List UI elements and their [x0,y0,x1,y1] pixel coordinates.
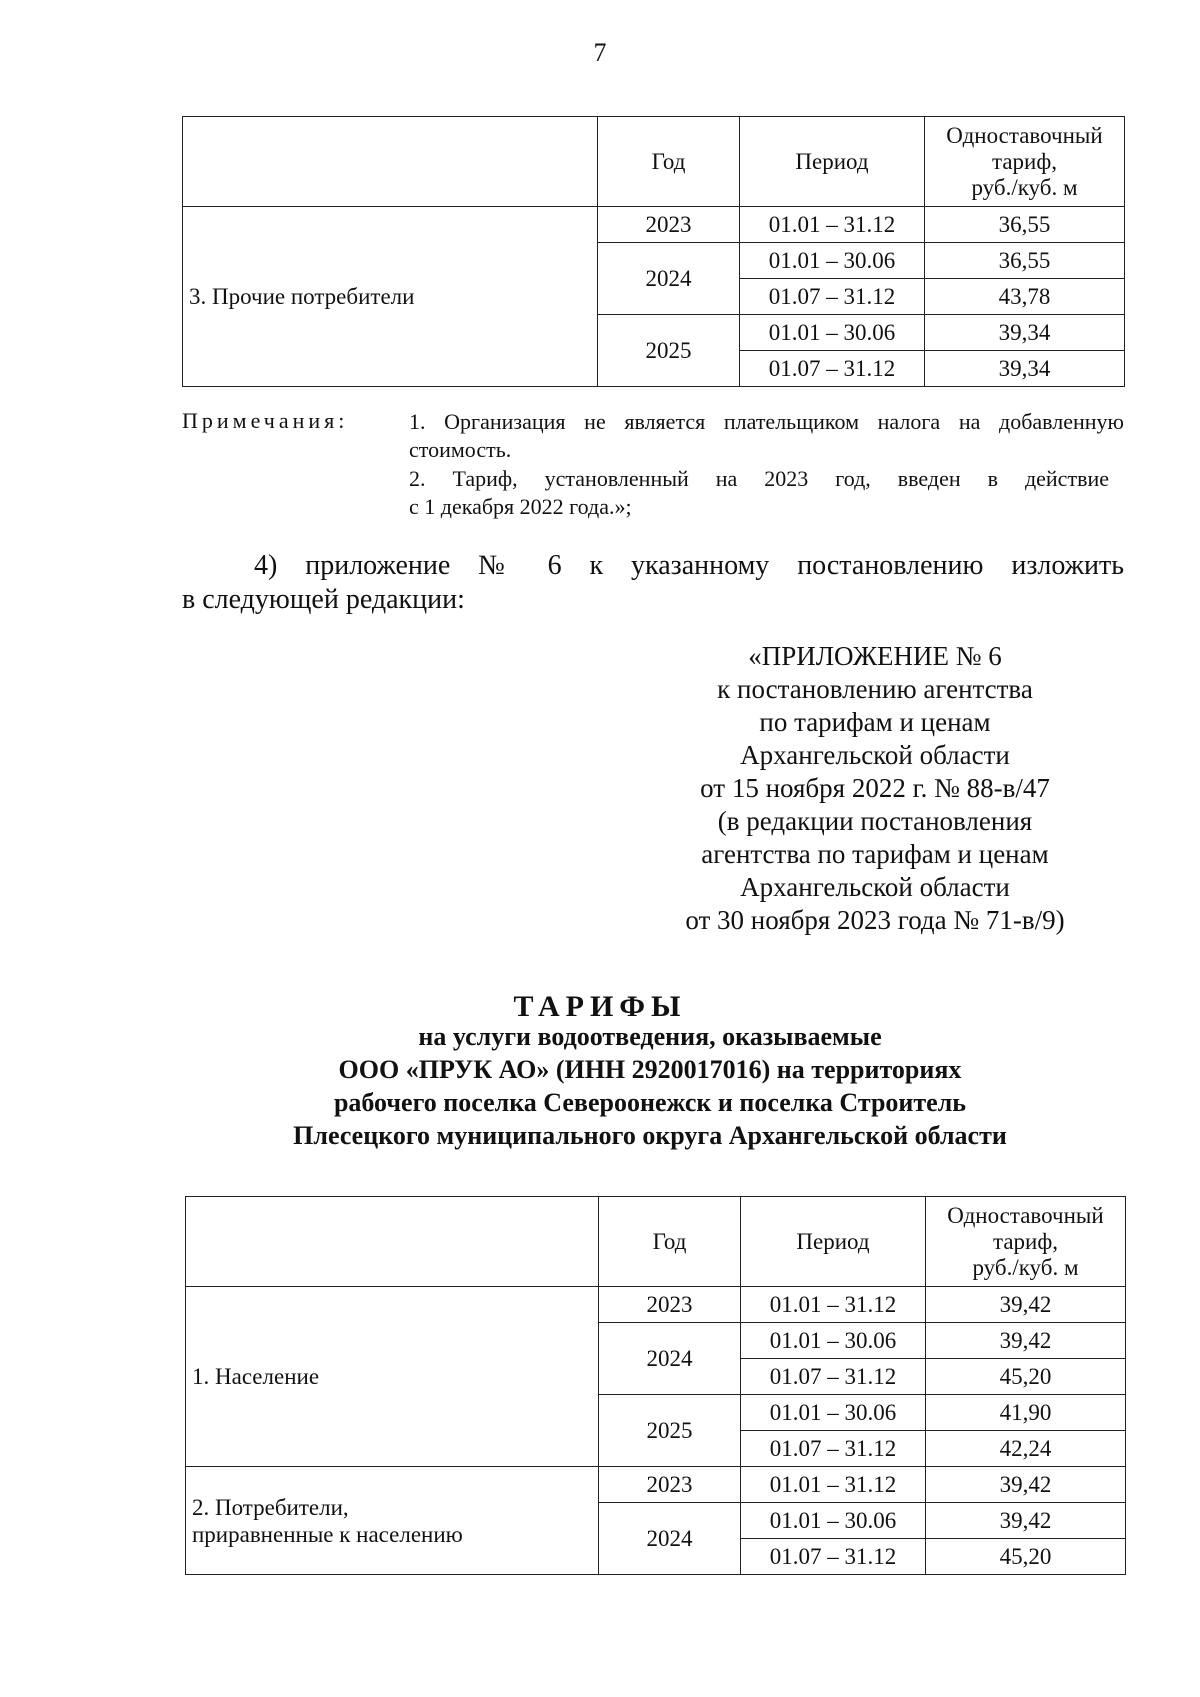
header-year: Год [598,117,740,207]
category-line: 2. Потребители, [192,1494,349,1520]
note-2-line-1: 2. Тариф, установленный на 2023 год, введен в действие [409,466,1109,491]
header-empty-cell [186,1197,599,1287]
period-cell: 01.07 – 31.12 [740,351,925,387]
period-cell: 01.07 – 31.12 [740,279,925,315]
appendix-line: к постановлению агентства [717,674,1033,704]
period-cell: 01.01 – 31.12 [741,1467,926,1503]
subtitle-line: ООО «ПРУК АО» (ИНН 2920017016) на территориях [338,1055,962,1084]
period-cell: 01.07 – 31.12 [741,1539,926,1575]
tariff-table-sewerage [185,1196,1126,1575]
category-cell: 3. Прочие потребители [183,207,598,387]
year-cell: 2023 [599,1467,741,1503]
tariff-cell: 39,42 [926,1503,1126,1539]
period-cell: 01.01 – 30.06 [740,315,925,351]
period-cell: 01.01 – 31.12 [741,1287,926,1323]
appendix-line: от 30 ноября 2023 года № 71-в/9) [685,905,1065,935]
table-row [183,207,1125,243]
header-tariff [925,117,1125,207]
year-cell: 2024 [599,1323,741,1395]
tariff-cell: 45,20 [926,1359,1126,1395]
period-cell: 01.01 – 30.06 [741,1323,926,1359]
header-year: Год [599,1197,741,1287]
year-cell: 2025 [598,315,740,387]
tariff-cell: 39,42 [926,1323,1126,1359]
tariff-cell: 39,34 [925,351,1125,387]
period-cell: 01.07 – 31.12 [741,1359,926,1395]
table-row [186,1287,1126,1323]
note-1-line-2: стоимость. [409,437,512,462]
subtitle-line: Плесецкого муниципального округа Архангельской области [293,1121,1007,1150]
paragraph-line-2: в следующей редакции: [182,584,465,615]
tariff-cell: 43,78 [925,279,1125,315]
header-tariff-line: руб./куб. м [971,174,1078,200]
category-line: приравненные к населению [192,1521,463,1547]
appendix-line: по тарифам и ценам [759,707,991,737]
notes-label: Примечания: [182,408,349,433]
appendix-line: (в редакции постановления [717,806,1033,836]
appendix-line: Архангельской области [740,740,1010,770]
appendix-line: от 15 ноября 2022 г. № 88-в/47 [700,773,1050,803]
tariff-table-other-consumers [182,116,1125,387]
note-2-line-2: с 1 декабря 2022 года.»; [409,494,632,519]
subtitle-line: на услуги водоотведения, оказываемые [418,1022,882,1051]
period-cell: 01.07 – 31.12 [741,1431,926,1467]
table-header-row [183,117,1125,207]
year-cell: 2023 [599,1287,741,1323]
note-1-line-1: 1. Организация не является плательщиком налога на добавленную [409,409,1124,434]
appendix-line: «ПРИЛОЖЕНИЕ № 6 [748,641,1002,671]
year-cell: 2025 [599,1395,741,1467]
header-tariff [926,1197,1126,1287]
appendix-header [600,640,1150,937]
header-tariff-line: руб./куб. м [972,1254,1079,1280]
header-tariff-line: тариф, [992,1228,1058,1254]
document-title: ТАРИФЫ [513,990,687,1023]
tariff-cell: 42,24 [926,1431,1126,1467]
tariff-cell: 39,34 [925,315,1125,351]
appendix-line: Архангельской области [740,872,1010,902]
header-tariff-line: Одноставочный [947,1202,1104,1228]
table-row [186,1467,1126,1503]
header-tariff-line: тариф, [991,148,1057,174]
category-cell: 1. Население [186,1287,599,1467]
subtitle-line: рабочего поселка Североонежск и поселка Строитель [333,1088,967,1117]
period-cell: 01.01 – 31.12 [740,207,925,243]
header-period: Период [741,1197,926,1287]
appendix-line: агентства по тарифам и ценам [701,839,1049,869]
paragraph-line-1: 4) приложение № 6 к указанному постановлению изложить [254,550,1124,581]
header-empty-cell [183,117,598,207]
header-tariff-line: Одноставочный [946,122,1103,148]
year-cell: 2023 [598,207,740,243]
category-cell [186,1467,599,1575]
tariff-cell: 45,20 [926,1539,1126,1575]
tariff-cell: 36,55 [925,243,1125,279]
period-cell: 01.01 – 30.06 [740,243,925,279]
document-subtitle [0,1020,1200,1152]
header-period: Период [740,117,925,207]
table-header-row [186,1197,1126,1287]
tariff-cell: 36,55 [925,207,1125,243]
tariff-cell: 39,42 [926,1467,1126,1503]
page-number: 7 [593,38,607,67]
year-cell: 2024 [598,243,740,315]
tariff-cell: 39,42 [926,1287,1126,1323]
tariff-cell: 41,90 [926,1395,1126,1431]
period-cell: 01.01 – 30.06 [741,1503,926,1539]
year-cell: 2024 [599,1503,741,1575]
period-cell: 01.01 – 30.06 [741,1395,926,1431]
